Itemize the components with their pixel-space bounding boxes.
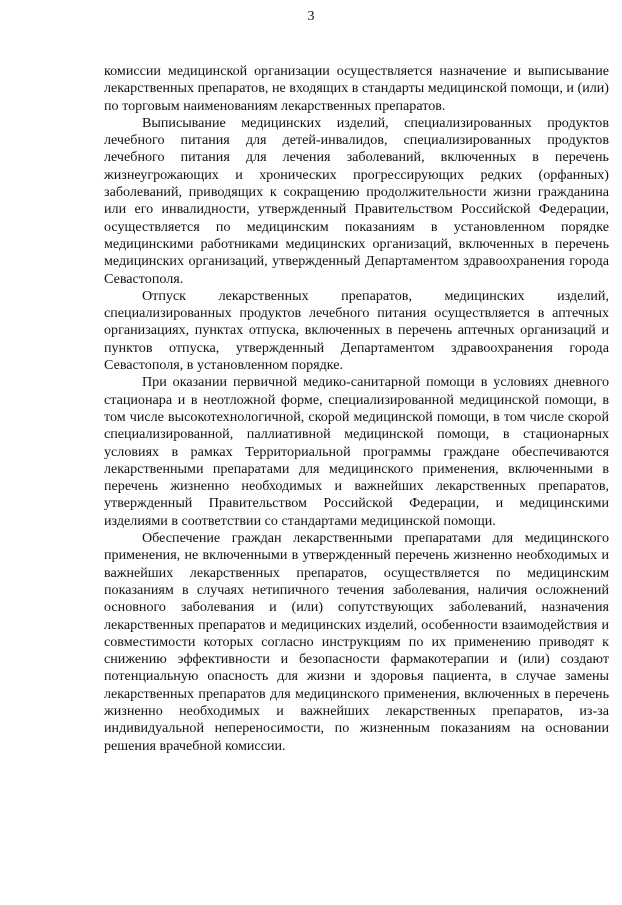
paragraph-non-listed-drugs: Обеспечение граждан лекарственными препаратами для медицинского применения, не включенными в утвержденный перечень жизненно необходимых и важнейших лекарственных препаратов, осуществляется по медицинским показаниям в случаях нетипичного течения заболевания, наличия осложнений основного заболевания и (или) сопутствующих заболеваний, назначения лекарственных препаратов и медицинских изделий, особенности взаимодействия и совместимости которых согласно инструкциям по их применению приводят к снижению эффективности и безопасности фармакотерапии и (или) создают потенциальную опасность для жизни и здоровья пациента, в случае замены лекарственных препаратов для медицинского применения, включенных в перечень жизненно необходимых и важнейших лекарственных препаратов, из-за индивидуальной непереносимости, по жизненным показаниям на основании решения врачебной комиссии. bbox=[104, 530, 609, 754]
paragraph-dispensing: Отпуск лекарственных препаратов, медицинских изделий, специализированных продуктов лечебного питания осуществляется в аптечных организациях, пунктах отпуска, включенных в перечень аптечных организаций и пунктов отпуска, утвержденный Департаментом здравоохранения города Севастополя, в установленном порядке. bbox=[104, 287, 609, 374]
paragraph-prescription-of-medical-devices: Выписывание медицинских изделий, специализированных продуктов лечебного питания для детей-инвалидов, специализированных продуктов лечебного питания для лечения заболеваний, включенных в перечень жизнеугрожающих и хронических прогрессирующих редких (орфанных) заболеваний, приводящих к сокращению продолжительности жизни гражданина или его инвалидности, утвержденный Правительством Российской Федерации, осуществляется по медицинским показаниям в установленном порядке медицинскими работниками медицинских организаций, включенных в перечень медицинских организаций, утвержденный Департаментом здравоохранения города Севастополя. bbox=[104, 114, 609, 287]
document-body bbox=[104, 63, 609, 755]
page-number: 3 bbox=[307, 9, 315, 24]
paragraph-continuation: комиссии медицинской организации осуществляется назначение и выписывание лекарственных препаратов, не входящих в стандарты медицинской помощи, и (или) по торговым наименованиям лекарственных препаратов. bbox=[104, 63, 609, 114]
paragraph-inpatient-provision: При оказании первичной медико-санитарной помощи в условиях дневного стационара и в неотложной форме, специализированной медицинской помощи, в том числе высокотехнологичной, скорой медицинской помощи, в том числе скорой специализированной, паллиативной медицинской помощи, в стационарных условиях в рамках Территориальной программы граждане обеспечиваются лекарственными препаратами для медицинского применения, включенными в перечень жизненно необходимых и важнейших лекарственных препаратов, утвержденный Правительством Российской Федерации, и медицинскими изделиями в соответствии со стандартами медицинской помощи. bbox=[104, 374, 609, 529]
